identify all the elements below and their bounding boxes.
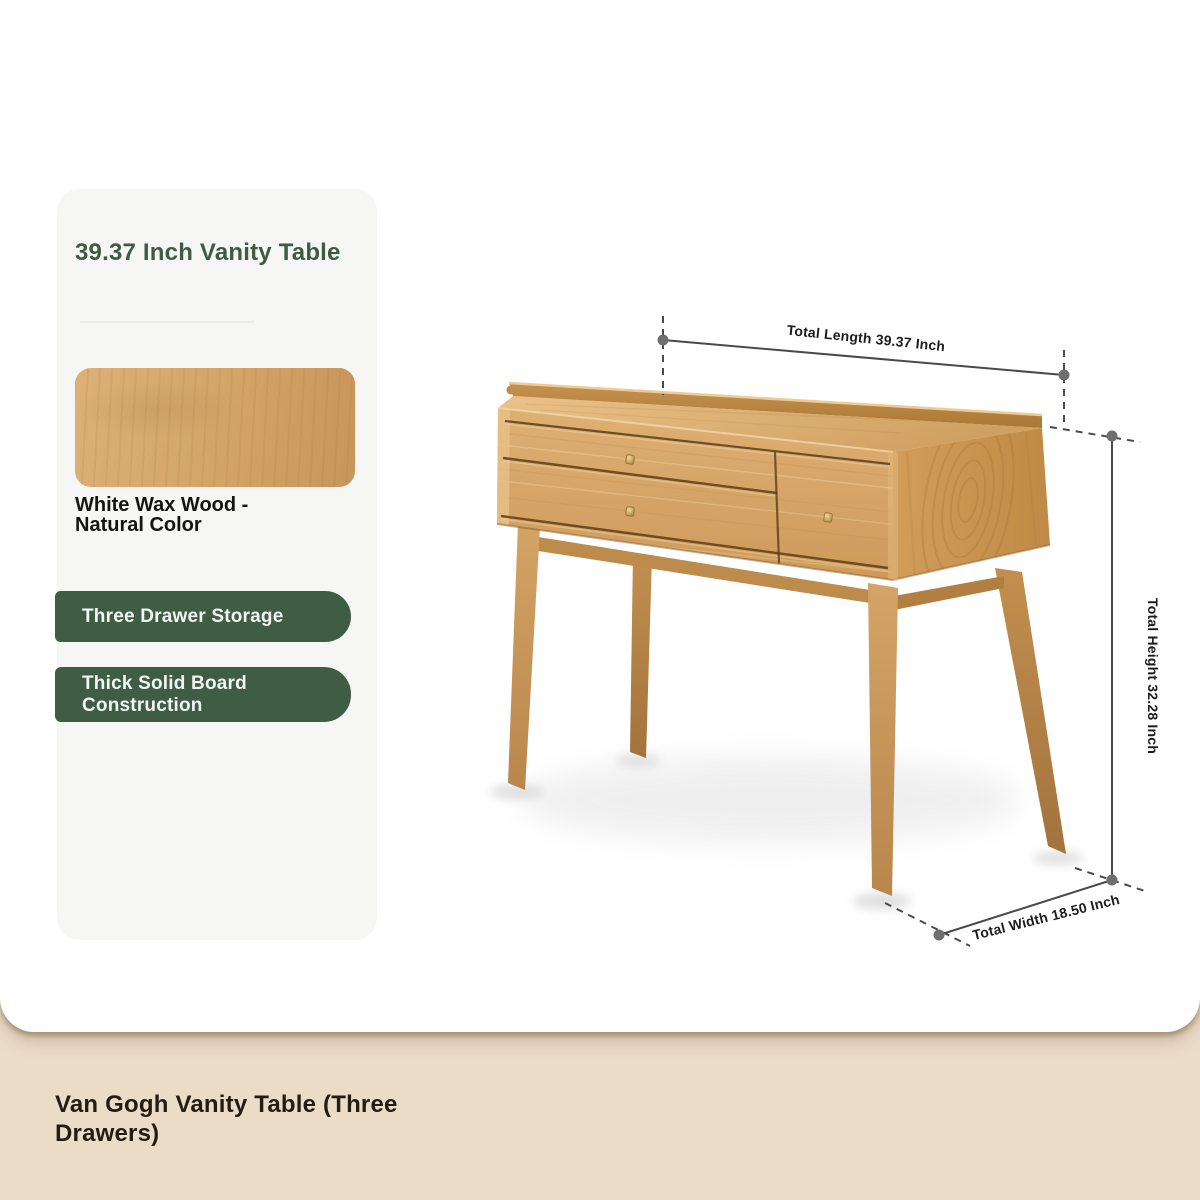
dimension-label-length: Total Length 39.37 Inch	[786, 321, 946, 355]
feature-badge-label: Thick Solid Board Construction	[82, 672, 247, 716]
panel-title: 39.37 Inch Vanity Table	[75, 239, 341, 266]
floor-shadow	[490, 755, 1083, 909]
table-leg-front-left	[508, 523, 540, 790]
table-leg-back-left	[630, 553, 652, 758]
front-left-rounded-edge	[497, 408, 510, 526]
feature-badge-drawer-storage	[55, 591, 351, 642]
feature-badge-solid-board	[55, 667, 351, 722]
vanity-table-illustration	[470, 300, 1150, 980]
dimension-label-width: Total Width 18.50 Inch	[970, 890, 1122, 944]
wood-texture-swatch	[75, 368, 355, 487]
footer	[0, 1032, 1200, 1200]
front-right-rounded-corner	[888, 451, 898, 581]
dimension-label-height: Total Height 32.28 Inch	[1145, 597, 1161, 755]
feature-badge-label: Three Drawer Storage	[82, 605, 284, 627]
table-apron-side	[894, 576, 1004, 610]
divider	[80, 321, 255, 323]
drawer-knob-right	[824, 513, 833, 523]
product-name: Van Gogh Vanity Table (Three Drawers)	[55, 1091, 398, 1148]
swatch-caption: White Wax Wood - Natural Color	[75, 494, 249, 536]
table-side-panel	[893, 428, 1050, 580]
table-leg-front-right	[868, 583, 898, 896]
info-panel	[57, 189, 377, 940]
drawer-knob-bottom-left	[626, 507, 635, 517]
drawer-knob-top-left	[626, 455, 635, 465]
